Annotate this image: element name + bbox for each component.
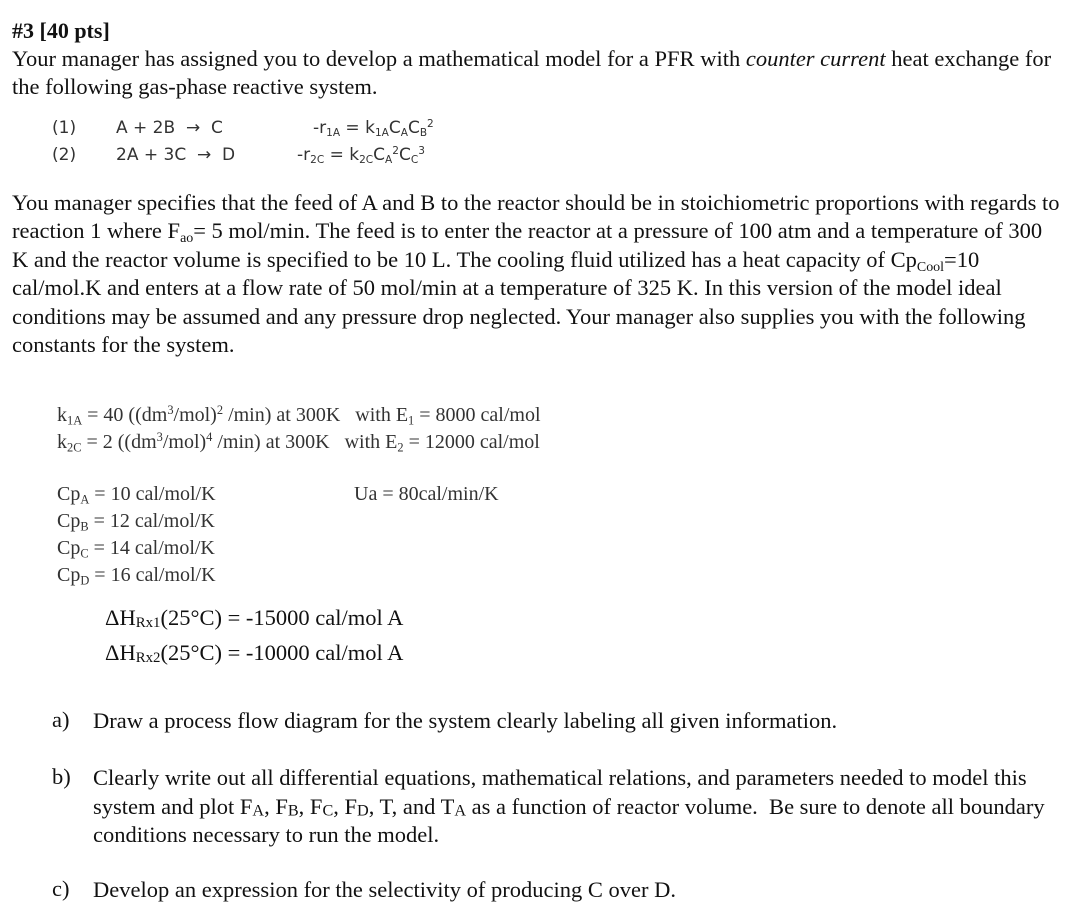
intro-text-1: Your manager has assigned you to develop a mathematical model for a PFR with: [12, 46, 746, 71]
problem-header: #3 [40 pts]: [12, 18, 110, 43]
k1-constant: $k_{1A} = 40$ ($(dm^3/mol)^2$ /min) at 300K with $E_1 = 8000$ cal/mol: [57, 403, 541, 428]
reaction-1-rate: $-r_{1A} = k_{1A}C_AC_B^2$: [313, 118, 434, 140]
dh-rx2: $\Delta H_{Rx2}(25^\circ C) = -10000$ cal/mol A: [105, 640, 404, 667]
para-text-3: =10 cal/mol.K and enters at a flow rate of 50 mol/min at a temperature of 325 K. In this version of the model ideal conditions may be assumed and any pressure drop neglected. Your manager also supplies you with the following constants for the system.: [12, 246, 1026, 358]
intro-text-2: heat exchange for the following gas-phase reactive system.: [12, 46, 1052, 99]
cp-b: $Cp_B = 12$ cal/mol/K: [57, 510, 215, 534]
cool-subscript: Cool: [916, 259, 945, 275]
reaction-2-number: (2): [52, 145, 77, 165]
reaction-1-number: (1): [52, 118, 77, 138]
para-text-2: = 5 mol/min. The feed is to enter the reactor at a pressure of 100 atm and a temperature of 300 K and the reactor volume is specified to be 10 L. The cooling fluid utilized has a heat capacity of Cp: [12, 218, 1043, 272]
question-a-text: Draw a process flow diagram for the system clearly labeling all given information.: [93, 708, 838, 733]
cp-a: $Cp_A = 10$ cal/mol/K: [57, 483, 216, 507]
reaction-2-equation: 2A + 3C → D: [116, 145, 236, 165]
reaction-2-rate: $-r_{2C} = k_{2C}C_A^2C_C^3$: [297, 145, 425, 167]
question-c-text: Develop an expression for the selectivity of producing C over D.: [93, 877, 676, 902]
intro-paragraph: [12, 45, 1062, 101]
fao-subscript: ao: [180, 231, 194, 247]
dh-rx1: $\Delta H_{Rx1}(25^\circ C) = -15000$ cal/mol A: [105, 605, 404, 632]
question-b-label: b): [52, 764, 71, 789]
specification-paragraph: [12, 189, 1062, 359]
question-b-text: Clearly write out all differential equations, mathematical relations, and parameters needed to model this system and plot $F_A$, $F_B$, $F_C$, $F_D$, T, and $T_A$ as a function of reactor volume. Be sure to denote all boundary conditions necessary to run the model.: [93, 765, 1045, 847]
ua-constant: Ua = 80cal/min/K: [354, 483, 499, 505]
para-text-1: You manager specifies that the feed of A and B to the reactor should be in stoichiometric proportions with regards to reaction 1 where F: [12, 190, 1060, 244]
question-c-label: c): [52, 876, 70, 901]
cp-c: $Cp_C = 14$ cal/mol/K: [57, 537, 215, 561]
question-a-label: a): [52, 707, 70, 732]
cp-d: $Cp_D = 16$ cal/mol/K: [57, 564, 216, 588]
intro-emphasis: counter current: [745, 46, 886, 71]
k2-constant: $k_{2C} = 2$ ($(dm^3/mol)^4$ /min) at 300K with $E_2 = 12000$ cal/mol: [57, 430, 540, 455]
reaction-1-equation: A + 2B → C: [116, 118, 223, 138]
